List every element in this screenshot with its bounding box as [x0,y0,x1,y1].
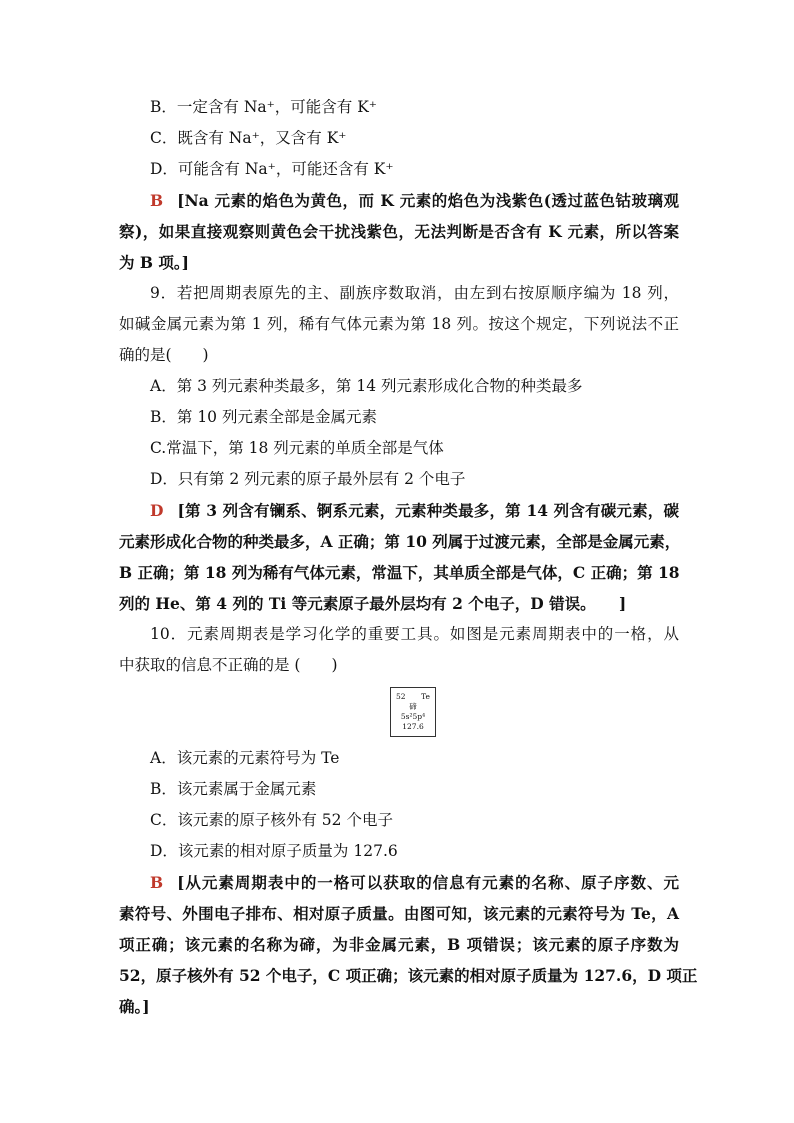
q9-explanation-line-4: 列的 He、第 4 列的 Ti 等元素原子最外层均有 2 个电子，D 错误。 ] [119,594,627,613]
q9-option-c: C.常温下，第 18 列元素的单质全部是气体 [150,439,444,457]
q9-answer: D [150,501,164,520]
q9-option-b: B．第 10 列元素全部是金属元素 [150,408,377,426]
q8-option-b: B．一定含有 Na⁺，可能含有 K⁺ [150,98,377,116]
q10-stem-line-2: 中获取的信息不正确的是 ( ) [119,656,338,674]
q10-option-b: B．该元素属于金属元素 [150,780,317,798]
element-name: 碲 [409,702,417,711]
q9-explanation-text-1: [第 3 列含有镧系、锕系元素，元素种类最多，第 14 列含有碳元素，碳 [177,501,679,520]
q8-option-c: C．既含有 Na⁺，又含有 K⁺ [150,129,347,147]
periodic-table-cell [390,687,436,737]
q10-explanation-line-2: 素符号、外围电子排布、相对原子质量。由图可知，该元素的元素符号为 Te，A [119,904,679,923]
q10-option-d: D．该元素的相对原子质量为 127.6 [150,842,398,860]
q10-explanation-line-4: 52，原子核外有 52 个电子，C 项正确；该元素的相对原子质量为 127.6，D 项正 [119,966,698,985]
q9-stem-line-1: 9．若把周期表原先的主、副族序数取消，由左到右按原顺序编为 18 列， [150,284,679,302]
q8-explanation-line-2: 察)，如果直接观察则黄色会干扰浅紫色，无法判断是否含有 K 元素，所以答案 [119,222,679,241]
q9-explanation-line-2: 元素形成化合物的种类最多，A 正确；第 10 列属于过渡元素，全部是金属元素， [119,532,681,551]
atomic-number: 52 [396,692,406,701]
q9-option-d: D．只有第 2 列元素的原子最外层有 2 个电子 [150,470,466,488]
q8-explanation-line-3: 为 B 项。] [119,253,189,272]
q9-explanation-line-3: B 正确；第 18 列为稀有气体元素，常温下，其单质全部是气体，C 正确；第 18 [119,563,680,582]
q9-option-a: A．第 3 列元素种类最多，第 14 列元素形成化合物的种类最多 [150,377,583,395]
q8-option-d: D．可能含有 Na⁺，可能还含有 K⁺ [150,160,394,178]
atomic-mass: 127.6 [402,722,424,731]
q10-stem-line-1: 10．元素周期表是学习化学的重要工具。如图是元素周期表中的一格，从 [150,625,679,643]
q10-explanation-line-5: 确。] [119,997,150,1016]
q10-explanation-line-3: 项正确；该元素的名称为碲，为非金属元素，B 项错误；该元素的原子序数为 [119,935,679,954]
q8-explanation-text-1: [Na 元素的焰色为黄色，而 K 元素的焰色为浅紫色(透过蓝色钴玻璃观 [177,191,679,210]
q9-stem-line-3: 确的是( ) [119,346,209,364]
q10-explanation-line-1 [119,867,679,898]
q9-stem-line-2: 如碱金属元素为第 1 列，稀有气体元素为第 18 列。按这个规定，下列说法不正 [119,315,679,333]
q10-option-c: C．该元素的原子核外有 52 个电子 [150,811,393,829]
q8-answer: B [150,191,164,210]
q10-explanation-text-1: [从元素周期表中的一格可以获取的信息有元素的名称、原子序数、元 [177,873,679,892]
q10-answer: B [150,873,164,892]
document-content [119,92,698,1022]
electron-configuration: 5s²5p⁴ [400,712,426,721]
q9-explanation-line-1 [119,495,679,526]
element-symbol: Te [421,692,430,701]
q10-option-a: A．该元素的元素符号为 Te [150,749,340,767]
q8-explanation-line-1 [119,185,679,216]
